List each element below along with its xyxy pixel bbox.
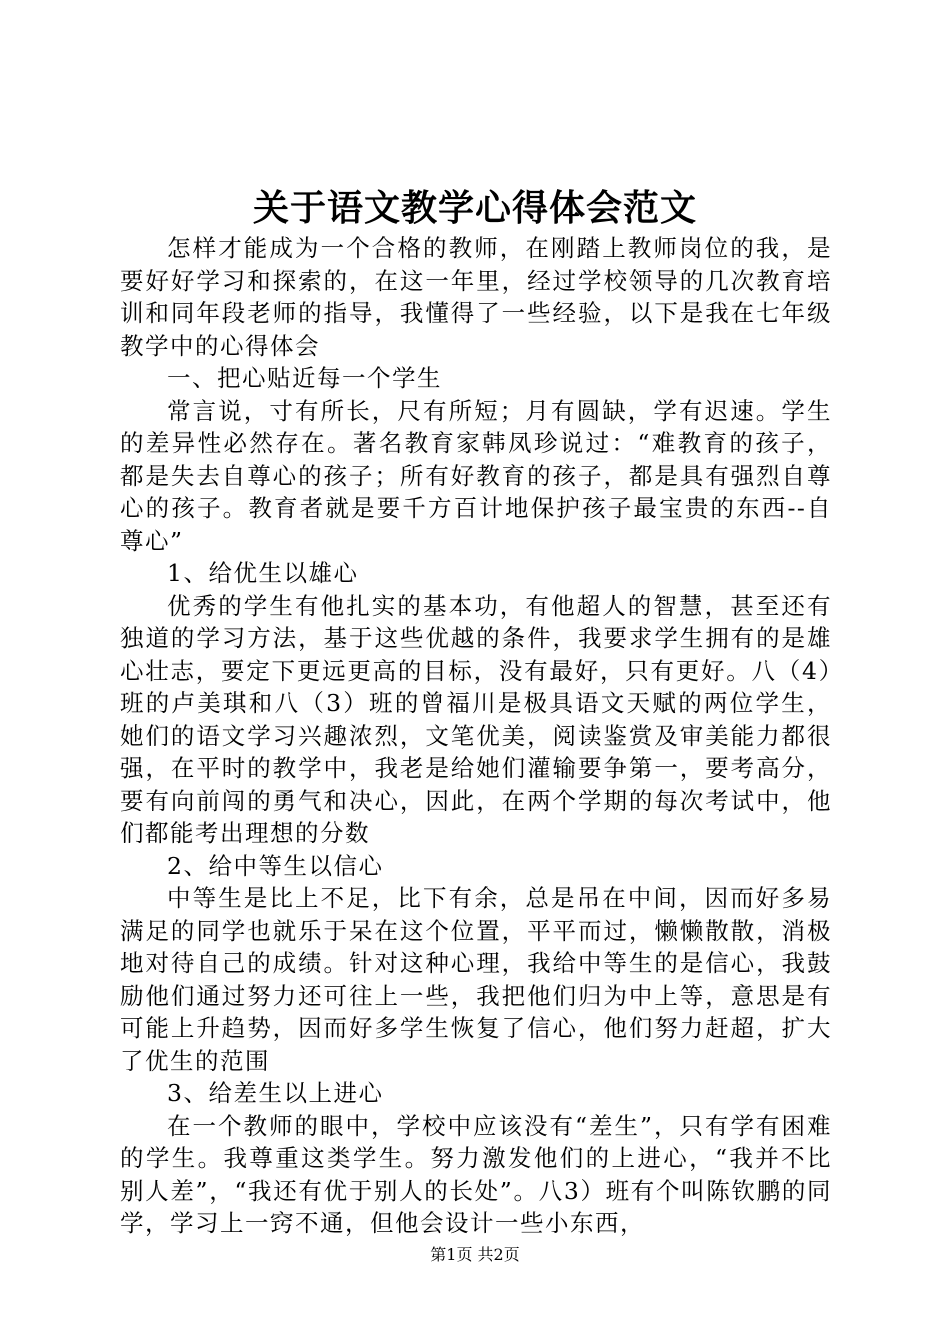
intro-paragraph: 怎样才能成为一个合格的教师，在刚踏上教师岗位的我，是要好好学习和探索的，在这一年里，经过学校领导的几次教育培训和同年段老师的指导，我懂得了一些经验，以下是我在七年级教学中的心得体会	[120, 234, 832, 360]
subsection-1-paragraph: 优秀的学生有他扎实的基本功，有他超人的智慧，甚至还有独道的学习方法，基于这些优越的条件，我要求学生拥有的是雄心壮志，要定下更远更高的目标，没有最好，只有更好。八（4）班的卢美琪和八（3）班的曾福川是极具语文天赋的两位学生，她们的语文学习兴趣浓烈，文笔优美，阅读鉴赏及审美能力都很强，在平时的教学中，我老是给她们灌输要争第一，要考高分，要有向前闯的勇气和决心，因此，在两个学期的每次考试中，他们都能考出理想的分数	[120, 591, 832, 847]
subsection-3-paragraph: 在一个教师的眼中，学校中应该没有“差生”，只有学有困难的学生。我尊重这类学生。努力激发他们的上进心，“我并不比别人差”，“我还有优于别人的长处”。八3）班有个叫陈钦鹏的同学，学习上一窍不通，但他会设计一些小东西，	[120, 1111, 832, 1237]
subheading-1: 1、给优生以雄心	[167, 559, 359, 587]
document-body	[120, 232, 832, 1240]
section-heading-1: 一、把心贴近每一个学生	[167, 364, 442, 392]
section-1-paragraph: 常言说，寸有所长，尺有所短；月有圆缺，学有迟速。学生的差异性必然存在。著名教育家韩凤珍说过：“难教育的孩子，都是失去自尊心的孩子；所有好教育的孩子，都是具有强烈自尊心的孩子。教育者就是要千方百计地保护孩子最宝贵的东西--自尊心”	[120, 396, 832, 555]
subheading-2: 2、给中等生以信心	[167, 851, 384, 880]
page-footer: 第1页 共2页	[430, 1245, 520, 1264]
subheading-3: 3、给差生以上进心	[167, 1079, 384, 1107]
subsection-2-paragraph: 中等生是比上不足，比下有余，总是吊在中间，因而好多易满足的同学也就乐于呆在这个位置，平平而过，懒懒散散，消极地对待自己的成绩。针对这种心理，我给中等生的是信心，我鼓励他们通过努力还可往上一些，我把他们归为中上等，意思是有可能上升趋势，因而好多学生恢复了信心，他们努力赶超，扩大了优生的范围	[120, 884, 832, 1075]
document-title: 关于语文教学心得体会范文	[252, 187, 697, 229]
